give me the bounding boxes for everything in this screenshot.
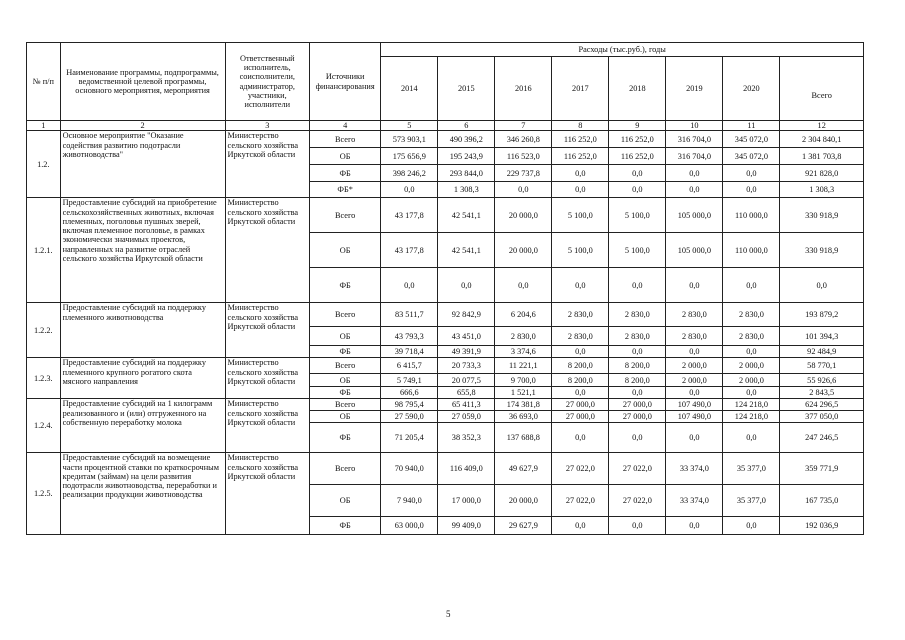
year-value: 0,0 bbox=[609, 346, 666, 358]
year-value: 0,0 bbox=[666, 346, 723, 358]
year-value: 20 000,0 bbox=[495, 198, 552, 233]
year-value: 2 000,0 bbox=[666, 374, 723, 387]
section-number: 1.2.3. bbox=[27, 358, 61, 399]
funding-source: Всего bbox=[310, 131, 381, 148]
year-value: 33 374,0 bbox=[666, 453, 723, 485]
year-value: 0,0 bbox=[552, 182, 609, 198]
section-name: Основное мероприятие "Оказание содействия развитию подотрасли животноводства" bbox=[60, 131, 225, 198]
year-value: 0,0 bbox=[723, 165, 780, 182]
year-value: 0,0 bbox=[609, 387, 666, 399]
year-value: 5 100,0 bbox=[609, 233, 666, 268]
year-value: 0,0 bbox=[381, 182, 438, 198]
year-value: 316 704,0 bbox=[666, 148, 723, 165]
table-row bbox=[27, 198, 864, 233]
year-value: 573 903,1 bbox=[381, 131, 438, 148]
year-value: 70 940,0 bbox=[381, 453, 438, 485]
year-value: 20 733,3 bbox=[438, 358, 495, 374]
funding-source: ФБ bbox=[310, 517, 381, 535]
total-value: 101 394,3 bbox=[780, 327, 864, 346]
funding-source: ФБ* bbox=[310, 182, 381, 198]
year-value: 229 737,8 bbox=[495, 165, 552, 182]
section-name: Предоставление субсидий на поддержку племенного животноводства bbox=[60, 303, 225, 358]
year-value: 42 541,1 bbox=[438, 233, 495, 268]
year-value: 63 000,0 bbox=[381, 517, 438, 535]
total-value: 1 381 703,8 bbox=[780, 148, 864, 165]
column-number: 9 bbox=[609, 121, 666, 131]
year-value: 35 377,0 bbox=[723, 453, 780, 485]
header-name: Наименование программы, подпрограммы, ведомственной целевой программы, основного мероприятия, мероприятия bbox=[60, 43, 225, 121]
year-value: 174 381,8 bbox=[495, 399, 552, 411]
column-number: 12 bbox=[780, 121, 864, 131]
year-value: 137 688,8 bbox=[495, 423, 552, 453]
column-number: 3 bbox=[225, 121, 310, 131]
total-value: 58 770,1 bbox=[780, 358, 864, 374]
year-value: 8 200,0 bbox=[552, 358, 609, 374]
section-responsible: Министерство сельского хозяйства Иркутской области bbox=[225, 198, 310, 303]
year-value: 8 200,0 bbox=[609, 358, 666, 374]
year-value: 8 200,0 bbox=[552, 374, 609, 387]
section-name: Предоставление субсидий на 1 килограмм реализованного и (или) отгруженного на собственную переработку молока bbox=[60, 399, 225, 453]
year-value: 293 844,0 bbox=[438, 165, 495, 182]
year-value: 36 693,0 bbox=[495, 411, 552, 423]
header-year: 2020 bbox=[723, 57, 780, 121]
year-value: 2 830,0 bbox=[666, 303, 723, 327]
year-value: 0,0 bbox=[666, 423, 723, 453]
column-number: 4 bbox=[310, 121, 381, 131]
section-number: 1.2.5. bbox=[27, 453, 61, 535]
year-value: 0,0 bbox=[723, 387, 780, 399]
total-value: 167 735,0 bbox=[780, 485, 864, 517]
year-value: 0,0 bbox=[609, 423, 666, 453]
year-value: 0,0 bbox=[552, 268, 609, 303]
year-value: 27 000,0 bbox=[609, 411, 666, 423]
year-value: 0,0 bbox=[666, 517, 723, 535]
column-number: 10 bbox=[666, 121, 723, 131]
column-number: 1 bbox=[27, 121, 61, 131]
year-value: 0,0 bbox=[381, 268, 438, 303]
year-value: 3 374,6 bbox=[495, 346, 552, 358]
section-responsible: Министерство сельского хозяйства Иркутской области bbox=[225, 453, 310, 535]
funding-source: ФБ bbox=[310, 268, 381, 303]
year-value: 0,0 bbox=[552, 165, 609, 182]
header-year: 2015 bbox=[438, 57, 495, 121]
year-value: 195 243,9 bbox=[438, 148, 495, 165]
year-value: 43 177,8 bbox=[381, 233, 438, 268]
year-value: 9 700,0 bbox=[495, 374, 552, 387]
header-year: 2018 bbox=[609, 57, 666, 121]
year-value: 1 521,1 bbox=[495, 387, 552, 399]
funding-source: Всего bbox=[310, 198, 381, 233]
year-value: 398 246,2 bbox=[381, 165, 438, 182]
table-row bbox=[27, 358, 864, 374]
year-value: 5 100,0 bbox=[552, 198, 609, 233]
section-name: Предоставление субсидий на поддержку племенного крупного рогатого скота мясного направления bbox=[60, 358, 225, 399]
year-value: 0,0 bbox=[552, 517, 609, 535]
header-sources: Источники финансирования bbox=[310, 43, 381, 121]
section-responsible: Министерство сельского хозяйства Иркутской области bbox=[225, 399, 310, 453]
section-responsible: Министерство сельского хозяйства Иркутской области bbox=[225, 303, 310, 358]
year-value: 124 218,0 bbox=[723, 399, 780, 411]
year-value: 0,0 bbox=[723, 423, 780, 453]
year-value: 8 200,0 bbox=[609, 374, 666, 387]
total-value: 1 308,3 bbox=[780, 182, 864, 198]
year-value: 43 793,3 bbox=[381, 327, 438, 346]
year-value: 116 252,0 bbox=[552, 131, 609, 148]
year-value: 27 590,0 bbox=[381, 411, 438, 423]
column-number: 5 bbox=[381, 121, 438, 131]
year-value: 2 000,0 bbox=[723, 358, 780, 374]
column-number: 6 bbox=[438, 121, 495, 131]
year-value: 0,0 bbox=[609, 182, 666, 198]
year-value: 27 059,0 bbox=[438, 411, 495, 423]
year-value: 2 000,0 bbox=[723, 374, 780, 387]
total-value: 330 918,9 bbox=[780, 233, 864, 268]
column-number: 2 bbox=[60, 121, 225, 131]
funding-source: ОБ bbox=[310, 148, 381, 165]
table-header bbox=[27, 43, 864, 131]
year-value: 655,8 bbox=[438, 387, 495, 399]
year-value: 35 377,0 bbox=[723, 485, 780, 517]
total-value: 2 843,5 bbox=[780, 387, 864, 399]
year-value: 2 000,0 bbox=[666, 358, 723, 374]
year-value: 110 000,0 bbox=[723, 198, 780, 233]
header-year: 2014 bbox=[381, 57, 438, 121]
year-value: 0,0 bbox=[438, 268, 495, 303]
funding-source: Всего bbox=[310, 303, 381, 327]
year-value: 107 490,0 bbox=[666, 411, 723, 423]
total-value: 359 771,9 bbox=[780, 453, 864, 485]
section-responsible: Министерство сельского хозяйства Иркутской области bbox=[225, 131, 310, 198]
funding-source: ФБ bbox=[310, 423, 381, 453]
year-value: 1 308,3 bbox=[438, 182, 495, 198]
funding-source: ОБ bbox=[310, 327, 381, 346]
header-responsible: Ответственный исполнитель, соисполнители, администратор, участники, исполнители bbox=[225, 43, 310, 121]
year-value: 490 396,2 bbox=[438, 131, 495, 148]
year-value: 11 221,1 bbox=[495, 358, 552, 374]
year-value: 39 718,4 bbox=[381, 346, 438, 358]
year-value: 116 252,0 bbox=[552, 148, 609, 165]
year-value: 0,0 bbox=[723, 268, 780, 303]
year-value: 49 627,9 bbox=[495, 453, 552, 485]
year-value: 20 077,5 bbox=[438, 374, 495, 387]
page-number: 5 bbox=[446, 609, 451, 619]
year-value: 65 411,3 bbox=[438, 399, 495, 411]
year-value: 5 100,0 bbox=[609, 198, 666, 233]
year-value: 2 830,0 bbox=[495, 327, 552, 346]
section-number: 1.2.2. bbox=[27, 303, 61, 358]
year-value: 2 830,0 bbox=[609, 327, 666, 346]
header-year: 2016 bbox=[495, 57, 552, 121]
total-value: 192 036,9 bbox=[780, 517, 864, 535]
year-value: 71 205,4 bbox=[381, 423, 438, 453]
header-no: № п/п bbox=[27, 43, 61, 121]
year-value: 105 000,0 bbox=[666, 198, 723, 233]
total-value: 247 246,5 bbox=[780, 423, 864, 453]
year-value: 345 072,0 bbox=[723, 131, 780, 148]
funding-source: ФБ bbox=[310, 165, 381, 182]
funding-source: Всего bbox=[310, 453, 381, 485]
year-value: 666,6 bbox=[381, 387, 438, 399]
year-value: 49 391,9 bbox=[438, 346, 495, 358]
year-value: 5 749,1 bbox=[381, 374, 438, 387]
total-value: 55 926,6 bbox=[780, 374, 864, 387]
year-value: 2 830,0 bbox=[552, 327, 609, 346]
year-value: 316 704,0 bbox=[666, 131, 723, 148]
table-body bbox=[27, 131, 864, 535]
total-value: 377 050,0 bbox=[780, 411, 864, 423]
year-value: 27 000,0 bbox=[552, 399, 609, 411]
year-value: 7 940,0 bbox=[381, 485, 438, 517]
funding-source: ФБ bbox=[310, 387, 381, 399]
total-value: 193 879,2 bbox=[780, 303, 864, 327]
year-value: 2 830,0 bbox=[723, 327, 780, 346]
year-value: 5 100,0 bbox=[552, 233, 609, 268]
year-value: 83 511,7 bbox=[381, 303, 438, 327]
year-value: 116 252,0 bbox=[609, 131, 666, 148]
year-value: 27 022,0 bbox=[552, 453, 609, 485]
year-value: 2 830,0 bbox=[666, 327, 723, 346]
year-value: 6 204,6 bbox=[495, 303, 552, 327]
total-value: 624 296,5 bbox=[780, 399, 864, 411]
total-value: 0,0 bbox=[780, 268, 864, 303]
section-number: 1.2.4. bbox=[27, 399, 61, 453]
year-value: 2 830,0 bbox=[609, 303, 666, 327]
section-responsible: Министерство сельского хозяйства Иркутской области bbox=[225, 358, 310, 399]
year-value: 0,0 bbox=[609, 268, 666, 303]
year-value: 20 000,0 bbox=[495, 485, 552, 517]
year-value: 99 409,0 bbox=[438, 517, 495, 535]
year-value: 116 409,0 bbox=[438, 453, 495, 485]
budget-table bbox=[26, 42, 864, 535]
table-row bbox=[27, 303, 864, 327]
header-year: 2017 bbox=[552, 57, 609, 121]
year-value: 2 830,0 bbox=[552, 303, 609, 327]
year-value: 29 627,9 bbox=[495, 517, 552, 535]
year-value: 0,0 bbox=[552, 423, 609, 453]
year-value: 0,0 bbox=[723, 346, 780, 358]
funding-source: Всего bbox=[310, 358, 381, 374]
year-value: 116 523,0 bbox=[495, 148, 552, 165]
year-value: 27 022,0 bbox=[609, 485, 666, 517]
year-value: 17 000,0 bbox=[438, 485, 495, 517]
year-value: 345 072,0 bbox=[723, 148, 780, 165]
year-value: 43 451,0 bbox=[438, 327, 495, 346]
funding-source: Всего bbox=[310, 399, 381, 411]
year-value: 105 000,0 bbox=[666, 233, 723, 268]
year-value: 27 022,0 bbox=[552, 485, 609, 517]
year-value: 0,0 bbox=[666, 182, 723, 198]
year-value: 0,0 bbox=[495, 182, 552, 198]
section-name: Предоставление субсидий на возмещение части процентной ставки по краткосрочным кредитам (займам) на цели развития подотрасли животноводства, переработки и реализации продукции животноводства bbox=[60, 453, 225, 535]
column-number: 8 bbox=[552, 121, 609, 131]
year-value: 346 260,8 bbox=[495, 131, 552, 148]
year-value: 98 795,4 bbox=[381, 399, 438, 411]
funding-source: ФБ bbox=[310, 346, 381, 358]
table-row bbox=[27, 453, 864, 485]
year-value: 124 218,0 bbox=[723, 411, 780, 423]
header-total: Всего bbox=[780, 57, 864, 121]
total-value: 92 484,9 bbox=[780, 346, 864, 358]
year-value: 38 352,3 bbox=[438, 423, 495, 453]
total-value: 2 304 840,1 bbox=[780, 131, 864, 148]
year-value: 27 000,0 bbox=[609, 399, 666, 411]
year-value: 0,0 bbox=[723, 182, 780, 198]
year-value: 0,0 bbox=[666, 165, 723, 182]
header-year: 2019 bbox=[666, 57, 723, 121]
year-value: 43 177,8 bbox=[381, 198, 438, 233]
year-value: 27 022,0 bbox=[609, 453, 666, 485]
section-name: Предоставление субсидий на приобретение сельскохозяйственных животных, включая племенных, поголовья пушных зверей, включая племенное поголовье, в рамках экономически значимых проектов, направленных на развитие отраслей сельского хозяйства Иркутской области bbox=[60, 198, 225, 303]
header-expenses: Расходы (тыс.руб.), годы bbox=[381, 43, 864, 57]
section-number: 1.2.1. bbox=[27, 198, 61, 303]
total-value: 921 828,0 bbox=[780, 165, 864, 182]
table-row bbox=[27, 399, 864, 411]
year-value: 0,0 bbox=[609, 517, 666, 535]
year-value: 0,0 bbox=[609, 165, 666, 182]
year-value: 0,0 bbox=[552, 346, 609, 358]
year-value: 116 252,0 bbox=[609, 148, 666, 165]
year-value: 33 374,0 bbox=[666, 485, 723, 517]
total-value: 330 918,9 bbox=[780, 198, 864, 233]
year-value: 2 830,0 bbox=[723, 303, 780, 327]
funding-source: ОБ bbox=[310, 233, 381, 268]
year-value: 175 656,9 bbox=[381, 148, 438, 165]
year-value: 0,0 bbox=[666, 268, 723, 303]
year-value: 92 842,9 bbox=[438, 303, 495, 327]
year-value: 107 490,0 bbox=[666, 399, 723, 411]
funding-source: ОБ bbox=[310, 411, 381, 423]
year-value: 20 000,0 bbox=[495, 233, 552, 268]
funding-source: ОБ bbox=[310, 374, 381, 387]
table-row bbox=[27, 131, 864, 148]
year-value: 27 000,0 bbox=[552, 411, 609, 423]
column-number: 7 bbox=[495, 121, 552, 131]
column-number: 11 bbox=[723, 121, 780, 131]
year-value: 0,0 bbox=[552, 387, 609, 399]
funding-source: ОБ bbox=[310, 485, 381, 517]
year-value: 0,0 bbox=[666, 387, 723, 399]
year-value: 42 541,1 bbox=[438, 198, 495, 233]
year-value: 110 000,0 bbox=[723, 233, 780, 268]
year-value: 6 415,7 bbox=[381, 358, 438, 374]
section-number: 1.2. bbox=[27, 131, 61, 198]
year-value: 0,0 bbox=[495, 268, 552, 303]
year-value: 0,0 bbox=[723, 517, 780, 535]
